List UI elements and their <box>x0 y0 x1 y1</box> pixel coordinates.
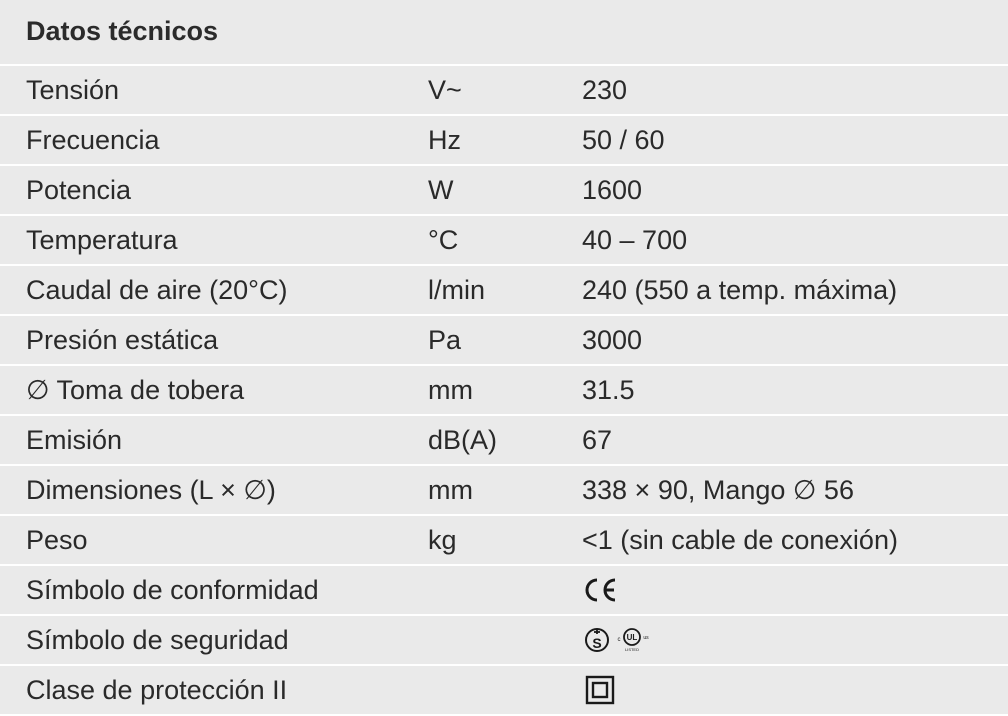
ce-mark-icon <box>582 572 620 608</box>
row-unit: dB(A) <box>428 425 498 455</box>
row-value: 67 <box>582 425 613 455</box>
row-label: Tensión <box>26 75 120 105</box>
row-unit: mm <box>428 475 473 505</box>
table-row <box>0 366 1008 416</box>
row-unit: °C <box>428 225 459 255</box>
row-unit: Pa <box>428 325 462 355</box>
ul-us-text: us <box>643 635 649 641</box>
table-row <box>0 216 1008 266</box>
table-row <box>0 166 1008 216</box>
row-unit: mm <box>428 375 473 405</box>
row-label: Presión estática <box>26 325 219 355</box>
row-label: Potencia <box>26 175 132 205</box>
table-row <box>0 66 1008 116</box>
row-value: 50 / 60 <box>582 125 665 155</box>
row-unit: Hz <box>428 125 461 155</box>
table-row <box>0 616 1008 666</box>
row-unit: l/min <box>428 275 486 305</box>
row-value: 230 <box>582 75 628 105</box>
safety-mark-icon <box>582 622 672 658</box>
table-row <box>0 116 1008 166</box>
row-value: 1600 <box>582 175 643 205</box>
table-title: Datos técnicos <box>26 16 219 46</box>
table-row <box>0 666 1008 716</box>
row-label: ∅ Toma de tobera <box>26 375 245 405</box>
table-row <box>0 466 1008 516</box>
row-value: <1 (sin cable de conexión) <box>582 525 898 555</box>
spec-table <box>0 64 1008 716</box>
row-label: Símbolo de conformidad <box>26 575 319 605</box>
row-value: 31.5 <box>582 375 635 405</box>
row-label: Peso <box>26 525 88 555</box>
row-value: 3000 <box>582 325 643 355</box>
table-row <box>0 266 1008 316</box>
class-ii-icon <box>582 672 618 708</box>
ul-text: UL <box>626 633 638 642</box>
row-label: Temperatura <box>26 225 178 255</box>
table-row <box>0 316 1008 366</box>
row-unit: W <box>428 175 454 205</box>
row-value: 338 × 90, Mango ∅ 56 <box>582 475 854 505</box>
row-label: Dimensiones (L × ∅) <box>26 475 276 505</box>
row-value: 40 – 700 <box>582 225 688 255</box>
row-label: Símbolo de seguridad <box>26 625 289 655</box>
row-label: Clase de protección II <box>26 675 288 705</box>
row-value: 240 (550 a temp. máxima) <box>582 275 898 305</box>
row-label: Emisión <box>26 425 123 455</box>
table-row <box>0 416 1008 466</box>
row-label: Caudal de aire (20°C) <box>26 275 288 305</box>
row-label: Frecuencia <box>26 125 160 155</box>
table-row <box>0 516 1008 566</box>
row-unit: V~ <box>428 75 462 105</box>
ul-listed-text: LISTED <box>624 647 640 652</box>
row-unit: kg <box>428 525 457 555</box>
s-mark-text: S <box>592 635 602 651</box>
table-row <box>0 566 1008 616</box>
ul-c-text: c <box>617 637 621 643</box>
